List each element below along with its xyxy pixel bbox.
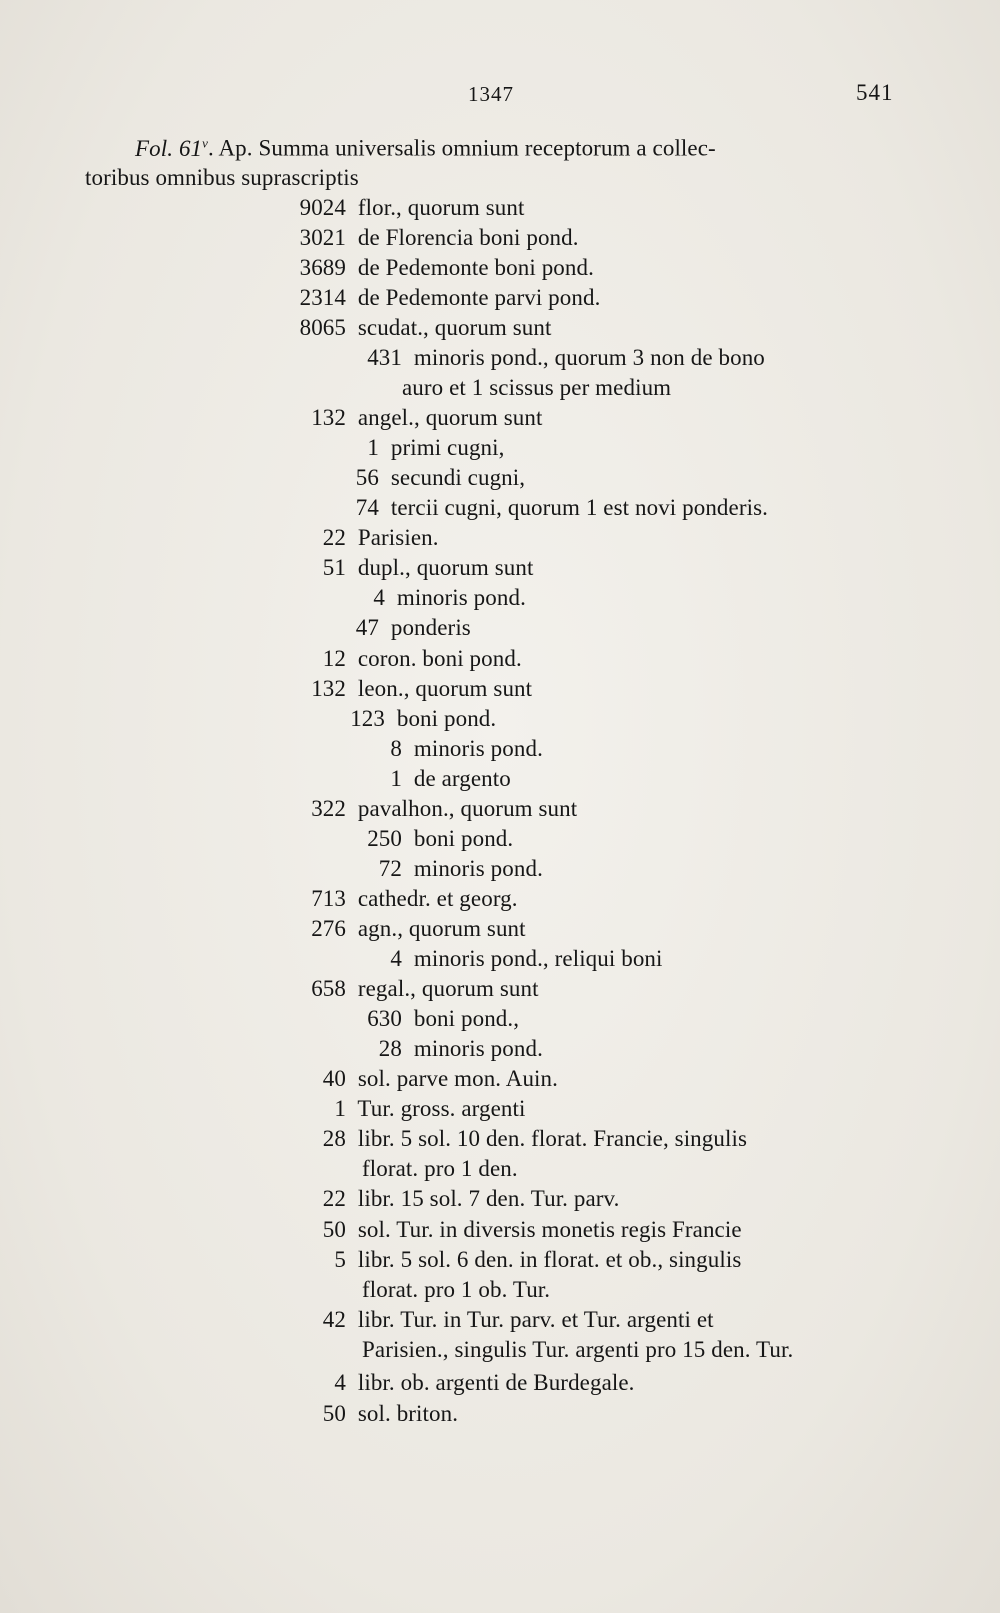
entry-line: [402, 375, 671, 401]
entry-amount: 47: [355, 615, 379, 640]
entry-description: sol. briton.: [352, 1401, 459, 1426]
entry-line: [332, 345, 765, 371]
entry-amount: 132: [311, 405, 346, 430]
entry-line: [276, 195, 524, 221]
entry-description: libr. 5 sol. 6 den. in florat. et ob., singulis: [352, 1247, 742, 1272]
entry-line: [276, 525, 439, 551]
entry-line: [276, 796, 577, 822]
entry-amount: 5: [334, 1247, 346, 1272]
entry-line: [315, 585, 526, 611]
page-number: 541: [856, 80, 894, 105]
entry-description: de Florencia boni pond.: [352, 225, 579, 250]
entry-description: sol. parve mon. Auin.: [352, 1066, 558, 1091]
entry-description: Tur. gross. argenti: [352, 1096, 526, 1121]
entry-description: libr. 5 sol. 10 den. florat. Francie, singulis: [352, 1126, 748, 1151]
entry-description: Parisien.: [352, 525, 439, 550]
entry-line: [276, 405, 542, 431]
entry-amount: 3689: [299, 255, 346, 280]
entry-line: [276, 555, 533, 581]
entry-description: de Pedemonte parvi pond.: [352, 285, 601, 310]
entry-amount: 250: [367, 826, 402, 851]
entry-line: [276, 646, 522, 672]
entry-description: primi cugni,: [385, 435, 505, 460]
entry-description: ponderis: [385, 615, 471, 640]
entry-description: boni pond.: [391, 706, 497, 731]
entry-line: [332, 826, 513, 852]
entry-amount: 8065: [299, 315, 346, 340]
entry-line: [332, 1006, 519, 1032]
entry-line: [276, 315, 552, 341]
entry-line: [276, 1401, 458, 1427]
entry-line: [362, 1156, 518, 1182]
entry-line: [276, 225, 579, 251]
entry-line: [276, 676, 532, 702]
entry-amount: 56: [355, 465, 379, 490]
entry-amount: 322: [311, 796, 346, 821]
entry-amount: 8: [390, 736, 402, 761]
entry-line: [276, 255, 594, 281]
entry-description: minoris pond.: [408, 1036, 543, 1061]
entry-amount: 42: [322, 1307, 346, 1332]
entry-line: [276, 1307, 714, 1333]
entry-amount: 51: [322, 555, 346, 580]
entry-amount: 4: [373, 585, 385, 610]
entry-description: secundi cugni,: [385, 465, 526, 490]
entry-line: [276, 1217, 742, 1243]
entry-description: scudat., quorum sunt: [352, 315, 552, 340]
intro-text: . Ap. Summa universalis omnium receptorum a collec-: [208, 135, 716, 161]
entry-line: [332, 766, 511, 792]
entry-amount: 74: [355, 495, 379, 520]
entry-description: minoris pond., quorum 3 non de bono: [408, 345, 765, 370]
entry-line: [276, 886, 518, 912]
entry-line: [315, 706, 496, 732]
entry-amount: 40: [322, 1066, 346, 1091]
entry-description: regal., quorum sunt: [352, 976, 539, 1001]
entry-description: boni pond.,: [408, 1006, 520, 1031]
entry-amount: 123: [350, 706, 385, 731]
entry-line: [309, 495, 768, 521]
entry-line: [309, 435, 504, 461]
entry-continuation: florat. pro 1 ob. Tur.: [362, 1277, 551, 1302]
entry-amount: 4: [390, 946, 402, 971]
entry-amount: 2314: [299, 285, 346, 310]
entry-description: libr. 15 sol. 7 den. Tur. parv.: [352, 1186, 620, 1211]
entry-description: minoris pond.: [408, 856, 543, 881]
entry-line: [276, 1126, 747, 1152]
entry-amount: 1: [367, 435, 379, 460]
entry-description: minoris pond., reliqui boni: [408, 946, 663, 971]
entry-description: pavalhon., quorum sunt: [352, 796, 578, 821]
entry-line: [332, 856, 543, 882]
entry-description: sol. Tur. in diversis monetis regis Francie: [352, 1217, 742, 1242]
entry-description: libr. ob. argenti de Burdegale.: [352, 1370, 635, 1395]
entry-description: boni pond.: [408, 826, 514, 851]
entry-amount: 50: [322, 1401, 346, 1426]
entry-description: leon., quorum sunt: [352, 676, 533, 701]
entry-description: de Pedemonte boni pond.: [352, 255, 594, 280]
entry-amount: 22: [322, 525, 346, 550]
entry-description: minoris pond.: [408, 736, 543, 761]
entry-line: [332, 946, 663, 972]
entry-continuation: Parisien., singulis Tur. argenti pro 15 den. Tur.: [362, 1337, 794, 1362]
entry-description: tercii cugni, quorum 1 est novi ponderis.: [385, 495, 768, 520]
entry-amount: 28: [322, 1126, 346, 1151]
entry-amount: 132: [311, 676, 346, 701]
intro-line-1: [135, 135, 873, 162]
entry-description: agn., quorum sunt: [352, 916, 526, 941]
entry-amount: 50: [322, 1217, 346, 1242]
entry-line: [362, 1337, 793, 1363]
running-header-year: 1347: [468, 82, 514, 106]
entry-line: [332, 736, 543, 762]
entry-amount: 22: [322, 1186, 346, 1211]
entry-description: de argento: [408, 766, 511, 791]
intro-line-2: toribus omnibus suprascriptis: [85, 165, 359, 190]
entry-description: cathedr. et georg.: [352, 886, 518, 911]
entry-description: flor., quorum sunt: [352, 195, 525, 220]
entry-description: libr. Tur. in Tur. parv. et Tur. argenti et: [352, 1307, 714, 1332]
entry-description: angel., quorum sunt: [352, 405, 543, 430]
entry-description: coron. boni pond.: [352, 646, 522, 671]
entry-description: dupl., quorum sunt: [352, 555, 534, 580]
entry-line: [276, 976, 539, 1002]
entry-line: [332, 1036, 543, 1062]
entry-continuation: florat. pro 1 den.: [362, 1156, 518, 1181]
entry-line: [309, 615, 471, 641]
entry-continuation: auro et 1 scissus per medium: [402, 375, 672, 400]
entry-line: [276, 1186, 620, 1212]
entry-line: [276, 1066, 558, 1092]
entry-line: [276, 916, 526, 942]
entry-line: [276, 1096, 525, 1122]
entry-amount: 1: [390, 766, 402, 791]
entry-amount: 12: [322, 646, 346, 671]
entry-line: [276, 1370, 635, 1396]
entry-amount: 276: [311, 916, 346, 941]
entry-amount: 72: [378, 856, 402, 881]
entry-amount: 431: [367, 345, 402, 370]
entry-amount: 9024: [299, 195, 346, 220]
entry-line: [276, 1247, 741, 1273]
entry-description: minoris pond.: [391, 585, 526, 610]
folio-reference: Fol. 61$^v$: [135, 135, 209, 161]
entry-line: [309, 465, 525, 491]
entry-amount: 28: [378, 1036, 402, 1061]
entry-amount: 658: [311, 976, 346, 1001]
entry-amount: 4: [334, 1370, 346, 1395]
entry-amount: 3021: [299, 225, 346, 250]
entry-line: [362, 1277, 550, 1303]
entry-line: [276, 285, 600, 311]
entry-amount: 630: [367, 1006, 402, 1031]
entry-amount: 1: [334, 1096, 346, 1121]
entry-amount: 713: [311, 886, 346, 911]
